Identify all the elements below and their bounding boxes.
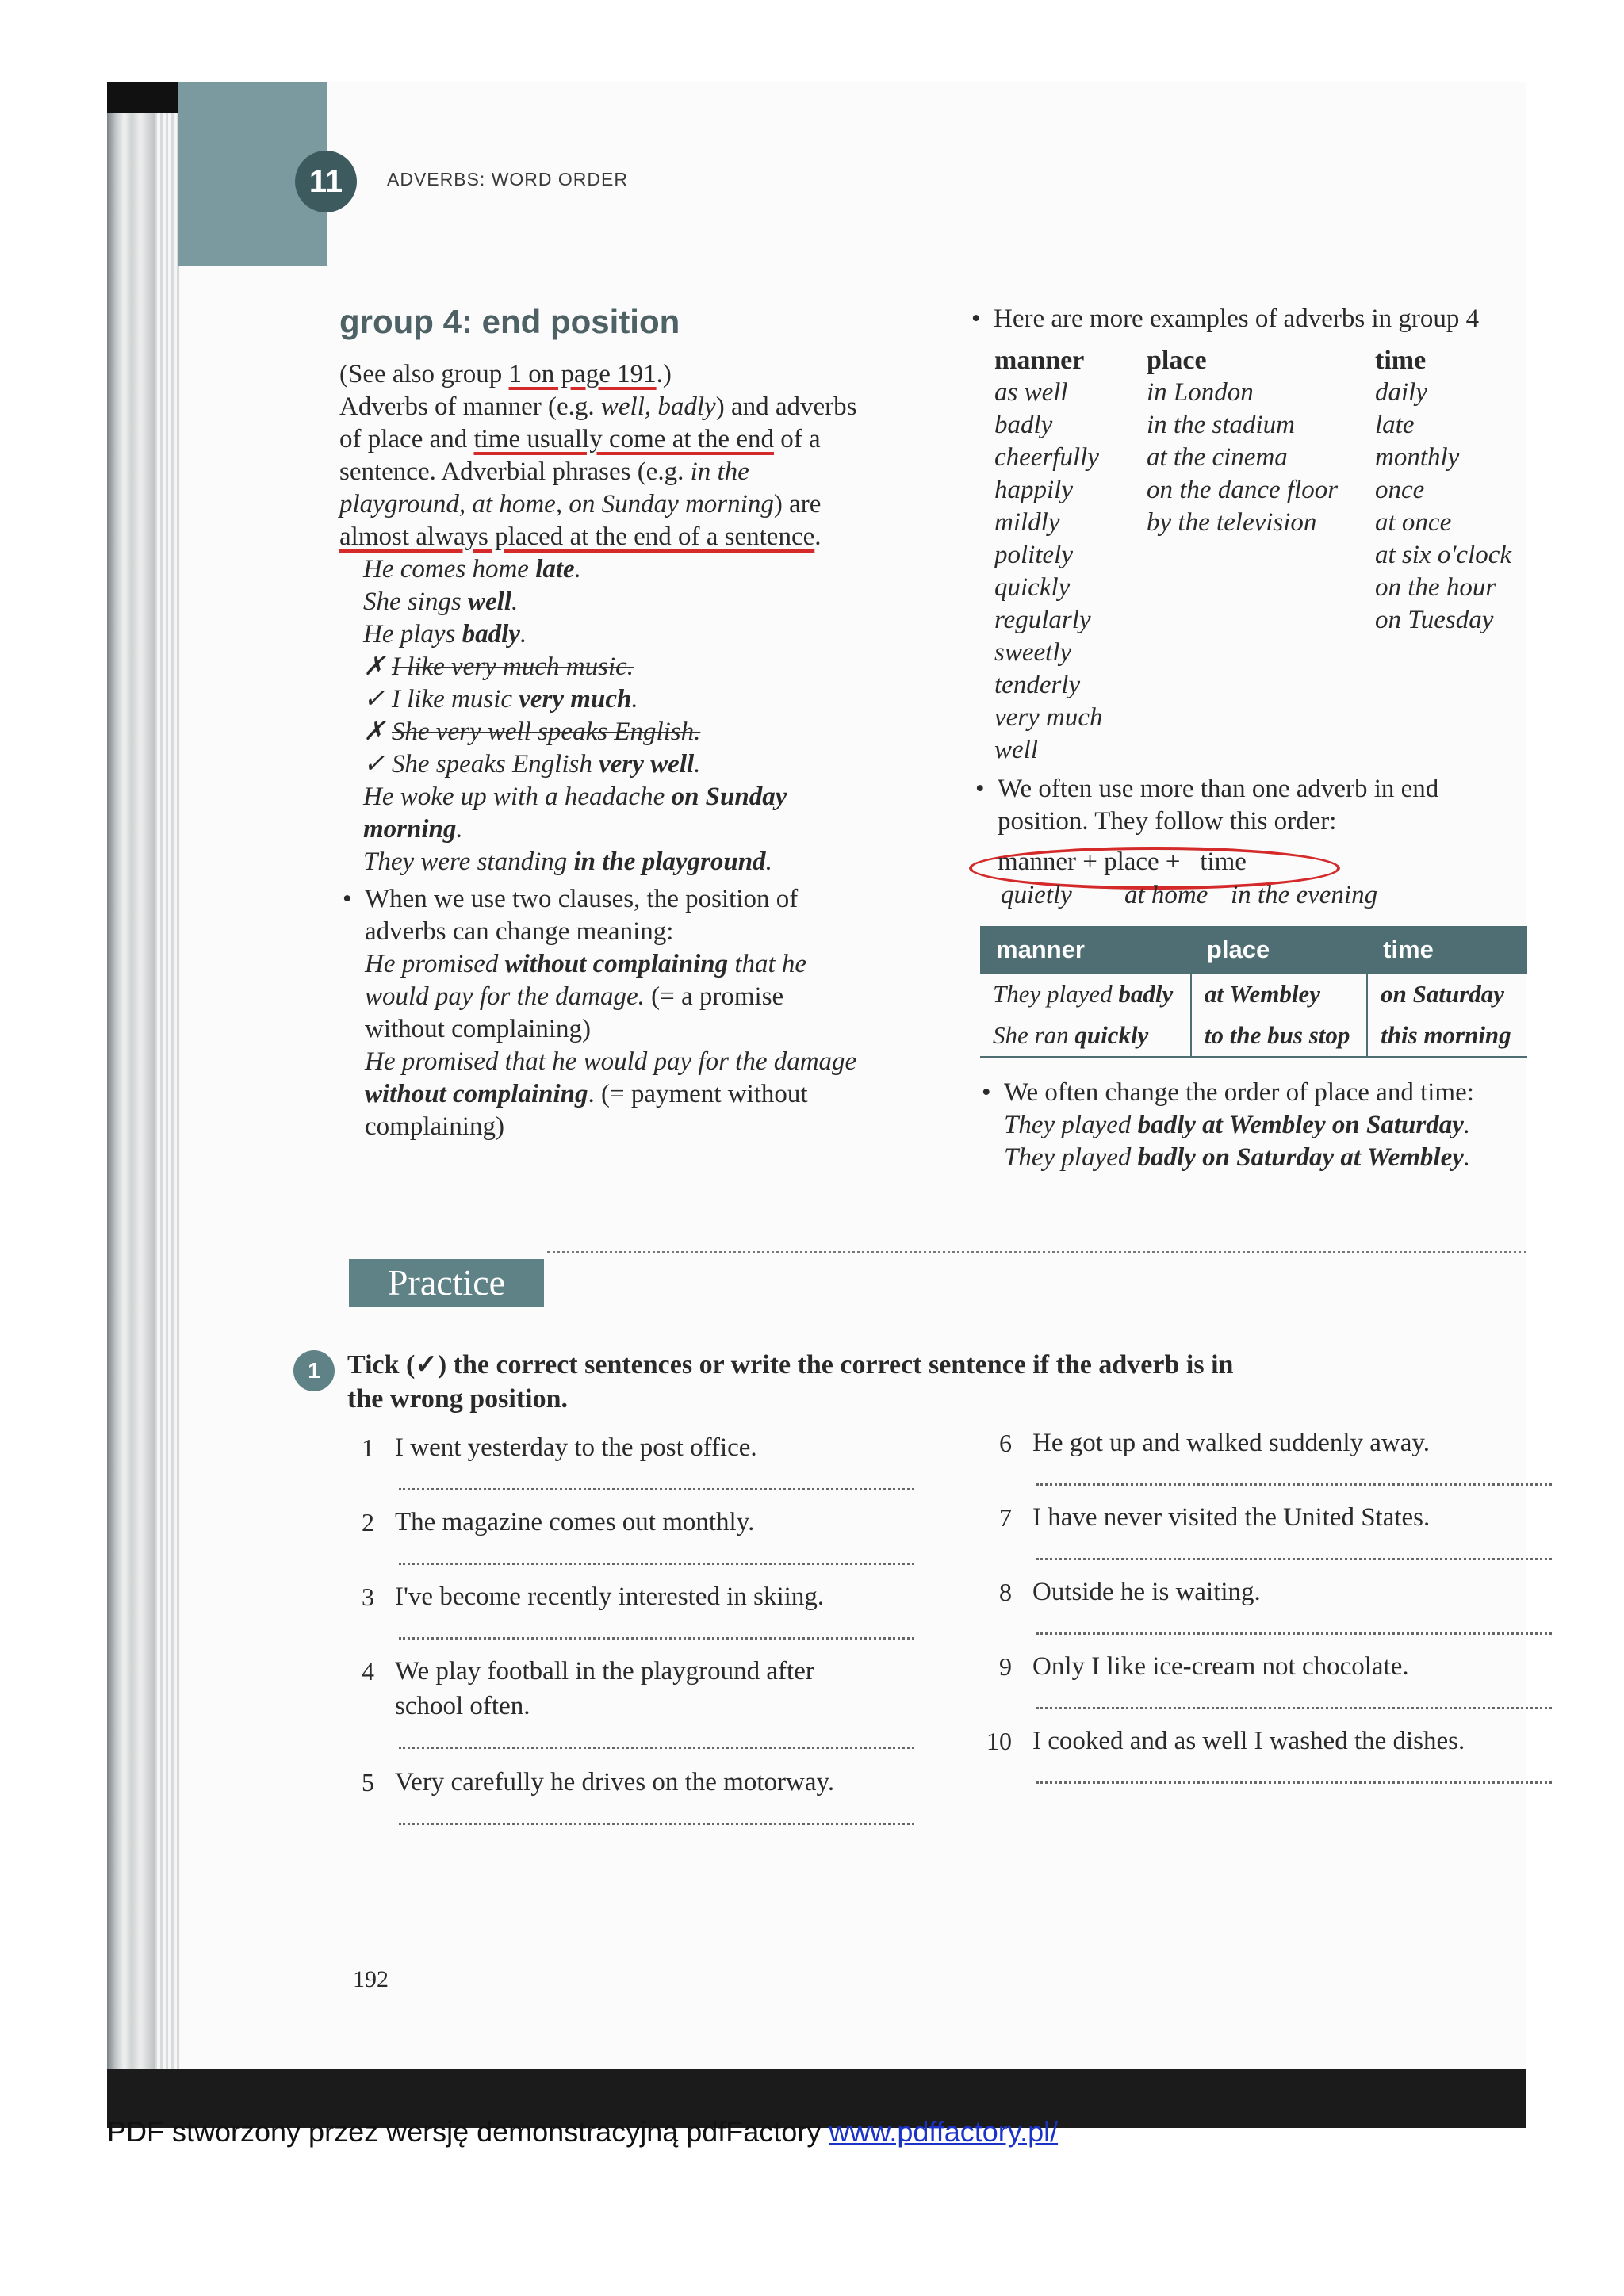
- manner-column: manner as well badly cheerfully happily mildly politely quickly regularly sweetly tenderly very much well: [994, 346, 1103, 764]
- item-text: I cooked and as well I washed the dishes.: [1032, 1727, 1465, 1755]
- item-number: 5: [362, 1768, 374, 1797]
- place-column: place in London in the stadium at the cinema on the dance floor by the television: [1147, 346, 1339, 537]
- two-clauses-note: • When we use two clauses, the position of adverbs can change meaning: He promised without complaining that he would pay for the damage. (= a promise without complaining) He promised that he would pay for the damage without complaining. (= payment without complaining): [365, 883, 856, 1143]
- order-example-place: at home: [1124, 881, 1208, 909]
- practice-label: Practice: [349, 1259, 544, 1307]
- cross-icon: ✗: [363, 652, 392, 681]
- answer-line[interactable]: [1036, 1632, 1552, 1635]
- page-edges: [155, 82, 180, 2096]
- table-header: place: [1191, 926, 1367, 974]
- item-number: 7: [999, 1503, 1012, 1532]
- item-text: school often.: [395, 1692, 530, 1720]
- item-number: 6: [999, 1429, 1012, 1457]
- exercise-instruction: Tick (✓) the correct sentences or write the correct sentence if the adverb is in the wrong position.: [347, 1350, 1234, 1414]
- answer-line[interactable]: [1036, 1483, 1552, 1486]
- order-example-time: in the evening: [1231, 881, 1378, 909]
- chapter-number: 11: [295, 151, 357, 212]
- examples-intro: • Here are more examples of adverbs in group 4: [994, 303, 1479, 335]
- item-text: I have never visited the United States.: [1032, 1503, 1431, 1532]
- intro-line: (See also group 1 on page 191.): [339, 360, 672, 388]
- intro-line: of place and time usually come at the end of a: [339, 425, 821, 453]
- item-text: I've become recently interested in skiing.: [395, 1582, 825, 1611]
- change-order-note: • We often change the order of place and time: They played badly at Wembley on Saturday. They played badly on Saturday at Wembley.: [1004, 1077, 1474, 1174]
- correct-example: ✓ She speaks English very well.: [363, 750, 701, 779]
- item-text: Very carefully he drives on the motorway.: [395, 1768, 835, 1797]
- table-row: She ran quickly to the bus stop this morning: [980, 1015, 1527, 1058]
- footer-link[interactable]: www.pdffactory.pl/: [829, 2115, 1059, 2148]
- scan-edge: [107, 82, 178, 113]
- wrong-example: ✗ She very well speaks English.: [363, 718, 701, 746]
- item-number: 1: [362, 1433, 374, 1462]
- item-text: We play football in the playground after: [395, 1657, 814, 1686]
- intro-line: playground, at home, on Sunday morning) are: [339, 490, 822, 519]
- answer-line[interactable]: [399, 1563, 914, 1565]
- answer-line[interactable]: [1036, 1707, 1552, 1709]
- table-header: manner: [980, 926, 1191, 974]
- exercise-number: 1: [293, 1350, 335, 1391]
- intro-line: almost always placed at the end of a sentence.: [339, 522, 822, 551]
- answer-line[interactable]: [399, 1488, 914, 1490]
- example-line: They were standing in the playground.: [363, 848, 772, 876]
- item-number: 3: [362, 1582, 374, 1611]
- item-number: 10: [986, 1727, 1012, 1755]
- item-number: 9: [999, 1652, 1012, 1681]
- order-formula: manner + place + time: [998, 848, 1247, 876]
- column-heading: time: [1375, 346, 1427, 375]
- adverb-order-table: [980, 926, 1527, 1058]
- item-text: He got up and walked suddenly away.: [1032, 1429, 1430, 1457]
- intro-line: sentence. Adverbial phrases (e.g. in the: [339, 457, 749, 486]
- page-number: 192: [353, 1966, 389, 1992]
- intro-paragraph: [339, 358, 856, 553]
- section-heading: group 4: end position: [339, 303, 680, 340]
- book-spine: [107, 82, 155, 2096]
- cross-icon: ✗: [363, 718, 392, 746]
- item-text: Outside he is waiting.: [1032, 1578, 1261, 1606]
- time-column: time daily late monthly once at once at six o'clock on the hour on Tuesday: [1375, 346, 1511, 634]
- item-number: 2: [362, 1508, 374, 1536]
- example-line: He plays badly.: [363, 620, 527, 649]
- wrong-example: ✗ I like very much music.: [363, 652, 634, 681]
- divider: [547, 1251, 1526, 1253]
- example-list: [363, 553, 787, 878]
- chapter-title: ADVERBS: WORD ORDER: [387, 169, 628, 189]
- example-line: He woke up with a headache on Sunday: [363, 783, 787, 811]
- order-note: • We often use more than one adverb in end position. They follow this order:: [998, 773, 1438, 838]
- column-heading: manner: [994, 346, 1085, 375]
- answer-line[interactable]: [399, 1747, 914, 1749]
- table-row: They played badly at Wembley on Saturday: [980, 974, 1527, 1015]
- answer-line[interactable]: [399, 1823, 914, 1825]
- example-line: He comes home late.: [363, 555, 581, 584]
- correct-example: ✓ I like music very much.: [363, 685, 638, 714]
- example-line: She sings well.: [363, 587, 519, 616]
- column-heading: place: [1147, 346, 1207, 375]
- item-text: The magazine comes out monthly.: [395, 1508, 755, 1536]
- item-number: 4: [362, 1657, 374, 1686]
- order-example-manner: quietly: [1001, 881, 1072, 909]
- answer-line[interactable]: [1036, 1558, 1552, 1560]
- answer-line[interactable]: [399, 1637, 914, 1640]
- answer-line[interactable]: [1036, 1781, 1552, 1784]
- example-line: morning.: [363, 815, 463, 844]
- item-text: I went yesterday to the post office.: [395, 1433, 757, 1462]
- item-text: Only I like ice-cream not chocolate.: [1032, 1652, 1409, 1681]
- intro-line: Adverbs of manner (e.g. well, badly) and adverbs: [339, 392, 857, 421]
- table-header: time: [1367, 926, 1527, 974]
- item-number: 8: [999, 1578, 1012, 1606]
- footer-watermark: PDF stworzony przez wersję demonstracyjną pdfFactory www.pdffactory.pl/: [107, 2115, 1059, 2148]
